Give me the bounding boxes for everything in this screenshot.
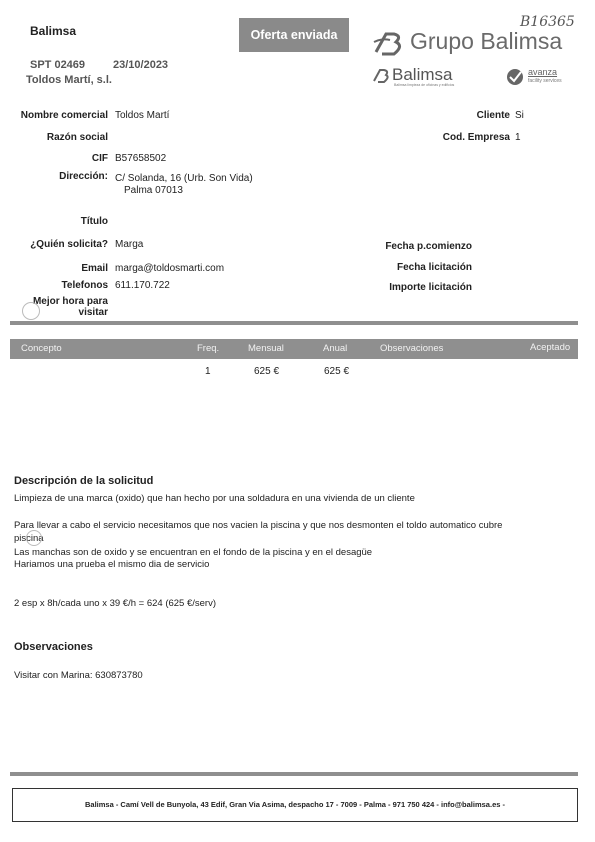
- email-label: Email: [81, 263, 108, 274]
- email-value: marga@toldosmarti.com: [115, 263, 225, 274]
- offer-code: SPT 02469: [30, 59, 86, 71]
- descripcion-calc: 2 esp x 8h/cada uno x 39 €/h = 624 (625 €/serv): [14, 598, 217, 609]
- col-concepto: Concepto: [21, 343, 62, 354]
- company-name: Balimsa: [30, 24, 77, 38]
- footer-address: Balimsa - Camí Vell de Bunyola, 43 Edif, Gran Via Asima, despacho 17 - 7009 - Palma - 971 750 424 - info@balimsa.es -: [12, 788, 578, 822]
- punch-hole-mark: [22, 302, 40, 320]
- observaciones-text: Visitar con Marina: 630873780: [14, 670, 143, 681]
- mejor-hora-label-line1: Mejor hora para: [32, 296, 108, 307]
- descripcion-p1: Limpieza de una marca (oxido) que han hecho por una soldadura en una vivienda de un cliente: [14, 493, 415, 504]
- direccion-label: Dirección:: [59, 171, 108, 182]
- balimsa-swirl-icon: [372, 30, 406, 58]
- mejor-hora-label-line2: visitar: [78, 307, 108, 318]
- col-aceptado: Aceptado: [530, 342, 571, 353]
- section-divider: [10, 321, 578, 325]
- fecha-licitacion-label: Fecha licitación: [396, 262, 472, 273]
- cliente-label: Cliente: [476, 110, 510, 121]
- col-anual: Anual: [323, 343, 348, 354]
- cif-label: CIF: [91, 153, 108, 164]
- footer-divider: [10, 772, 578, 776]
- direccion-line2: Palma 07013: [124, 185, 183, 196]
- descripcion-p2a: Para llevar a cabo el servicio necesitamos que nos vacien la piscina y que nos desmonten el toldo automatico cubre: [14, 520, 503, 531]
- balimsa-logo-tagline: Balimsa limpieza de oficinas y edificios: [394, 83, 455, 87]
- direccion-line1: C/ Solanda, 16 (Urb. Son Vida): [115, 173, 253, 184]
- importe-licitacion-label: Importe licitación: [389, 282, 472, 293]
- observaciones-title: Observaciones: [14, 641, 93, 653]
- nombre-comercial-label: Nombre comercial: [20, 110, 108, 121]
- descripcion-p2b: piscina: [14, 533, 44, 544]
- titulo-label: Título: [80, 216, 108, 227]
- row-mensual: 625 €: [254, 366, 280, 377]
- cod-empresa-label: Cod. Empresa: [442, 132, 510, 143]
- nombre-comercial-value: Toldos Martí: [115, 110, 170, 121]
- descripcion-p4: Hariamos una prueba el mismo dia de servicio: [14, 559, 210, 570]
- punch-hole-mark-2: [26, 530, 42, 546]
- avanza-tagline: facility services: [528, 78, 562, 84]
- col-observaciones: Observaciones: [380, 343, 444, 354]
- row-freq: 1: [205, 366, 211, 377]
- concepts-table-header: [10, 339, 578, 359]
- col-freq: Freq.: [197, 343, 220, 354]
- cliente-value: Si: [515, 110, 524, 121]
- balimsa-small-swirl-icon: [372, 68, 392, 84]
- balimsa-logo-text: Balimsa: [392, 65, 453, 84]
- client-title: Toldos Martí, s.l.: [26, 74, 112, 86]
- fecha-comienzo-label: Fecha p.comienzo: [385, 241, 472, 252]
- telefonos-value: 611.170.722: [115, 280, 170, 291]
- razon-social-label: Razón social: [46, 132, 108, 143]
- row-anual: 625 €: [324, 366, 350, 377]
- status-badge: Oferta enviada: [239, 18, 349, 52]
- quien-solicita-value: Marga: [115, 239, 144, 250]
- offer-date: 23/10/2023: [113, 59, 169, 71]
- grupo-balimsa-text: Grupo Balimsa: [410, 28, 563, 54]
- quien-solicita-label: ¿Quién solicita?: [30, 239, 108, 250]
- handwritten-reference: B16365: [520, 14, 575, 30]
- cod-empresa-value: 1: [515, 132, 521, 143]
- telefonos-label: Telefonos: [61, 280, 108, 291]
- cif-value: B57658502: [115, 153, 167, 164]
- descripcion-title: Descripción de la solicitud: [14, 475, 154, 487]
- avanza-text: avanza: [528, 67, 558, 77]
- avanza-check-icon: [506, 68, 524, 86]
- col-mensual: Mensual: [248, 343, 284, 354]
- descripcion-p3: Las manchas son de oxido y se encuentran en el fondo de la piscina y en el desagüe: [14, 547, 373, 558]
